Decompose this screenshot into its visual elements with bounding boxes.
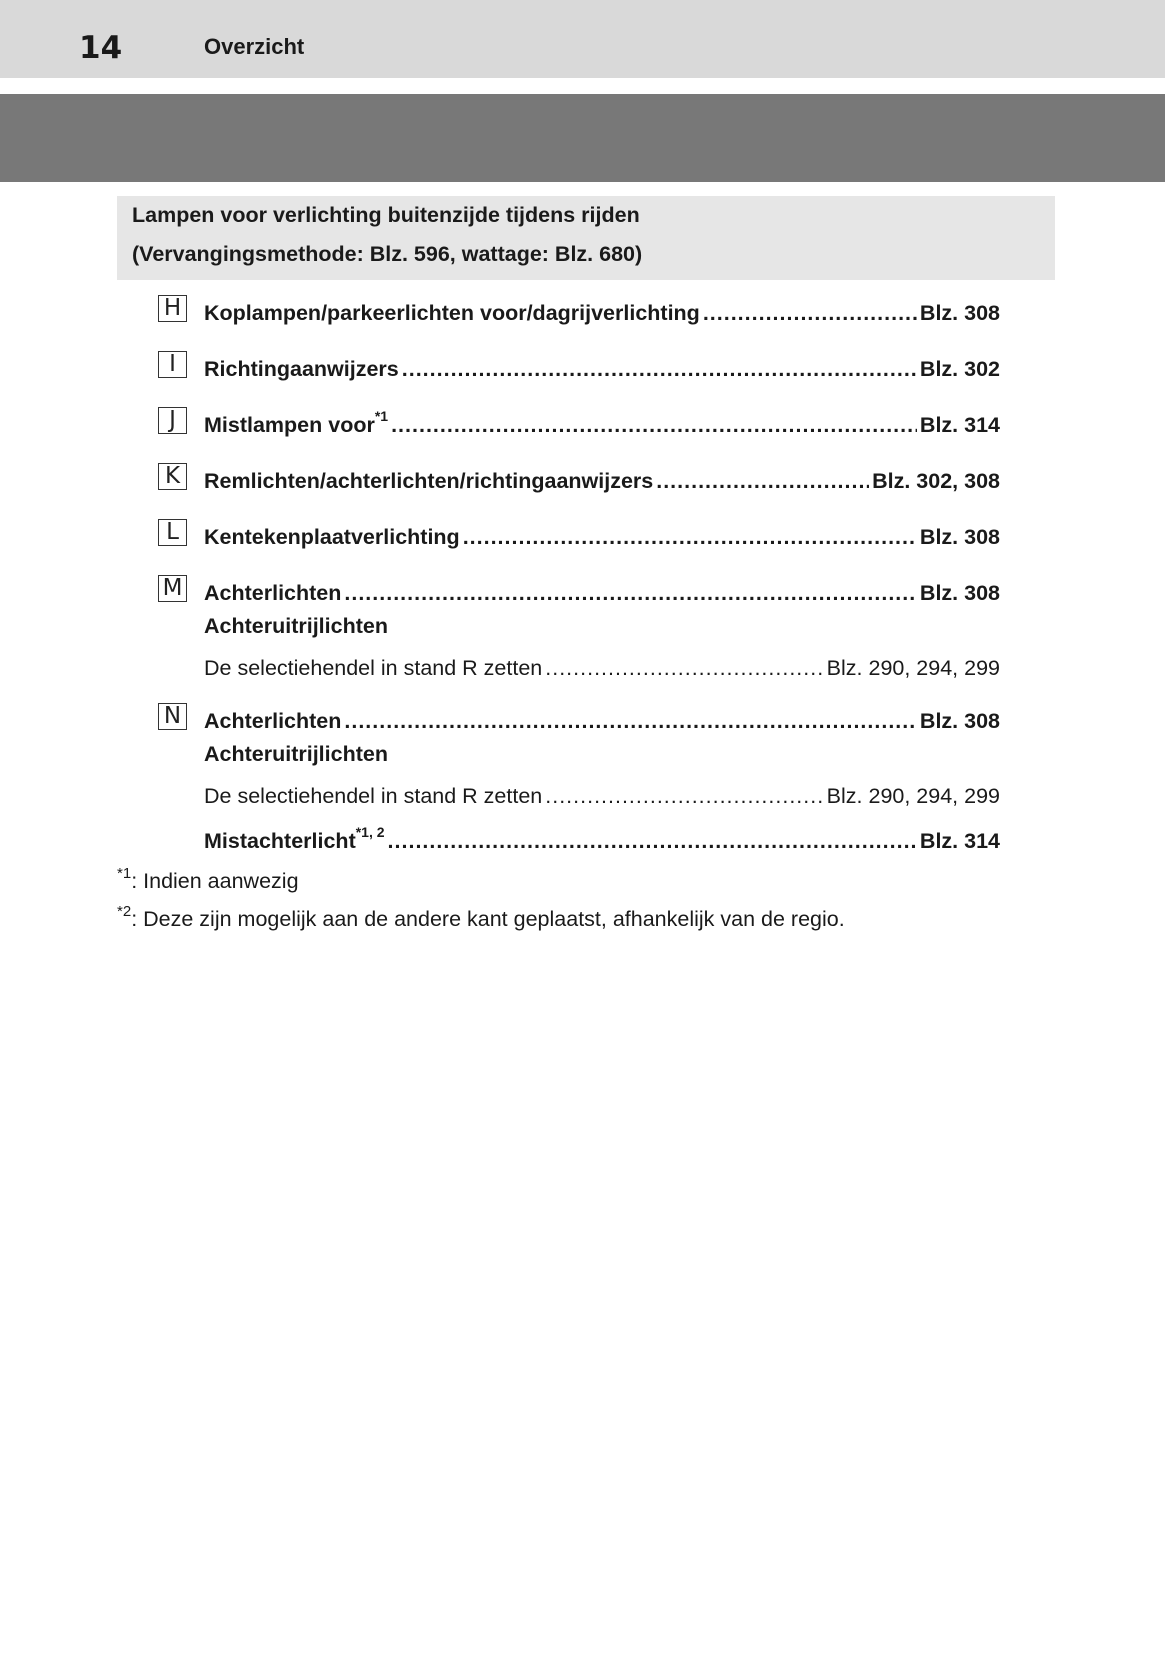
entry-label: Achterlichten: [204, 709, 342, 733]
entry-extra-page: Blz. 314: [919, 829, 1000, 853]
footnote-ref: *1: [374, 407, 389, 424]
leader-dots: [656, 465, 869, 497]
entry-row[interactable]: [204, 297, 1000, 329]
header-band: [0, 0, 1165, 78]
entry-page: Blz. 308: [919, 525, 1000, 549]
leader-dots: [545, 652, 823, 684]
leader-dots: [703, 297, 917, 329]
footnote-ref: *1, 2: [355, 823, 385, 840]
marker-i: I: [158, 351, 187, 378]
footnote-mark: *1: [117, 864, 132, 882]
entry-row[interactable]: [204, 705, 1000, 737]
entry-row[interactable]: [204, 409, 1000, 441]
info-box: [117, 196, 1055, 280]
entry-row[interactable]: [204, 521, 1000, 553]
marker-n: N: [158, 703, 187, 730]
entry-subheading: Achteruitrijlichten: [204, 614, 388, 638]
marker-l: L: [158, 519, 187, 546]
entry-sub-label: De selectiehendel in stand R zetten: [204, 656, 543, 680]
entry-page: Blz. 302: [919, 357, 1000, 381]
footnote-text: : Indien aanwezig: [131, 869, 299, 893]
entry-sub-page: Blz. 290, 294, 299: [826, 656, 1000, 680]
leader-dots: [402, 353, 917, 385]
entry-label: Kentekenplaatverlichting: [204, 525, 460, 549]
page-number: 14: [79, 30, 123, 66]
marker-j: J: [158, 407, 187, 434]
entry-label: Koplampen/parkeerlichten voor/dagrijverlichting: [204, 301, 700, 325]
entry-sub-label: De selectiehendel in stand R zetten: [204, 784, 543, 808]
section-banner: [0, 94, 1165, 182]
entry-row[interactable]: [204, 577, 1000, 609]
entry-page: Blz. 314: [919, 413, 1000, 437]
entry-extra-row[interactable]: [204, 825, 1000, 857]
marker-m: M: [158, 575, 187, 602]
leader-dots: [391, 409, 917, 441]
leader-dots: [344, 577, 917, 609]
info-box-title: Lampen voor verlichting buitenzijde tijdens rijden: [132, 203, 640, 227]
entry-page: Blz. 302, 308: [872, 469, 1000, 493]
footnote-text: : Deze zijn mogelijk aan de andere kant geplaatst, afhankelijk van de regio.: [131, 907, 845, 931]
info-box-subtitle: (Vervangingsmethode: Blz. 596, wattage: Blz. 680): [132, 242, 643, 266]
entry-row[interactable]: [204, 353, 1000, 385]
entry-label: Mistlampen voor$^{*1}$: [204, 407, 389, 437]
section-title: Overzicht: [204, 34, 305, 59]
footnote: [117, 903, 845, 935]
leader-dots: [344, 705, 917, 737]
entry-page: Blz. 308: [919, 709, 1000, 733]
entry-row[interactable]: [204, 465, 1000, 497]
entry-page: Blz. 308: [919, 301, 1000, 325]
entry-sub-page: Blz. 290, 294, 299: [826, 784, 1000, 808]
marker-h: H: [158, 295, 187, 322]
footnote: [117, 865, 299, 897]
entry-subheading: Achteruitrijlichten: [204, 742, 388, 766]
leader-dots: [463, 521, 917, 553]
entry-page: Blz. 308: [919, 581, 1000, 605]
leader-dots: [388, 825, 917, 857]
entry-extra-label: Mistachterlicht$^{*1, 2}$: [204, 823, 385, 853]
footnote-mark: *2: [117, 902, 132, 920]
leader-dots: [545, 780, 823, 812]
entry-label: Remlichten/achterlichten/richtingaanwijzers: [204, 469, 654, 493]
entry-subrow[interactable]: [204, 780, 1000, 812]
entry-subrow[interactable]: [204, 652, 1000, 684]
entry-label: Richtingaanwijzers: [204, 357, 399, 381]
entry-label: Achterlichten: [204, 581, 342, 605]
marker-k: K: [158, 463, 187, 490]
